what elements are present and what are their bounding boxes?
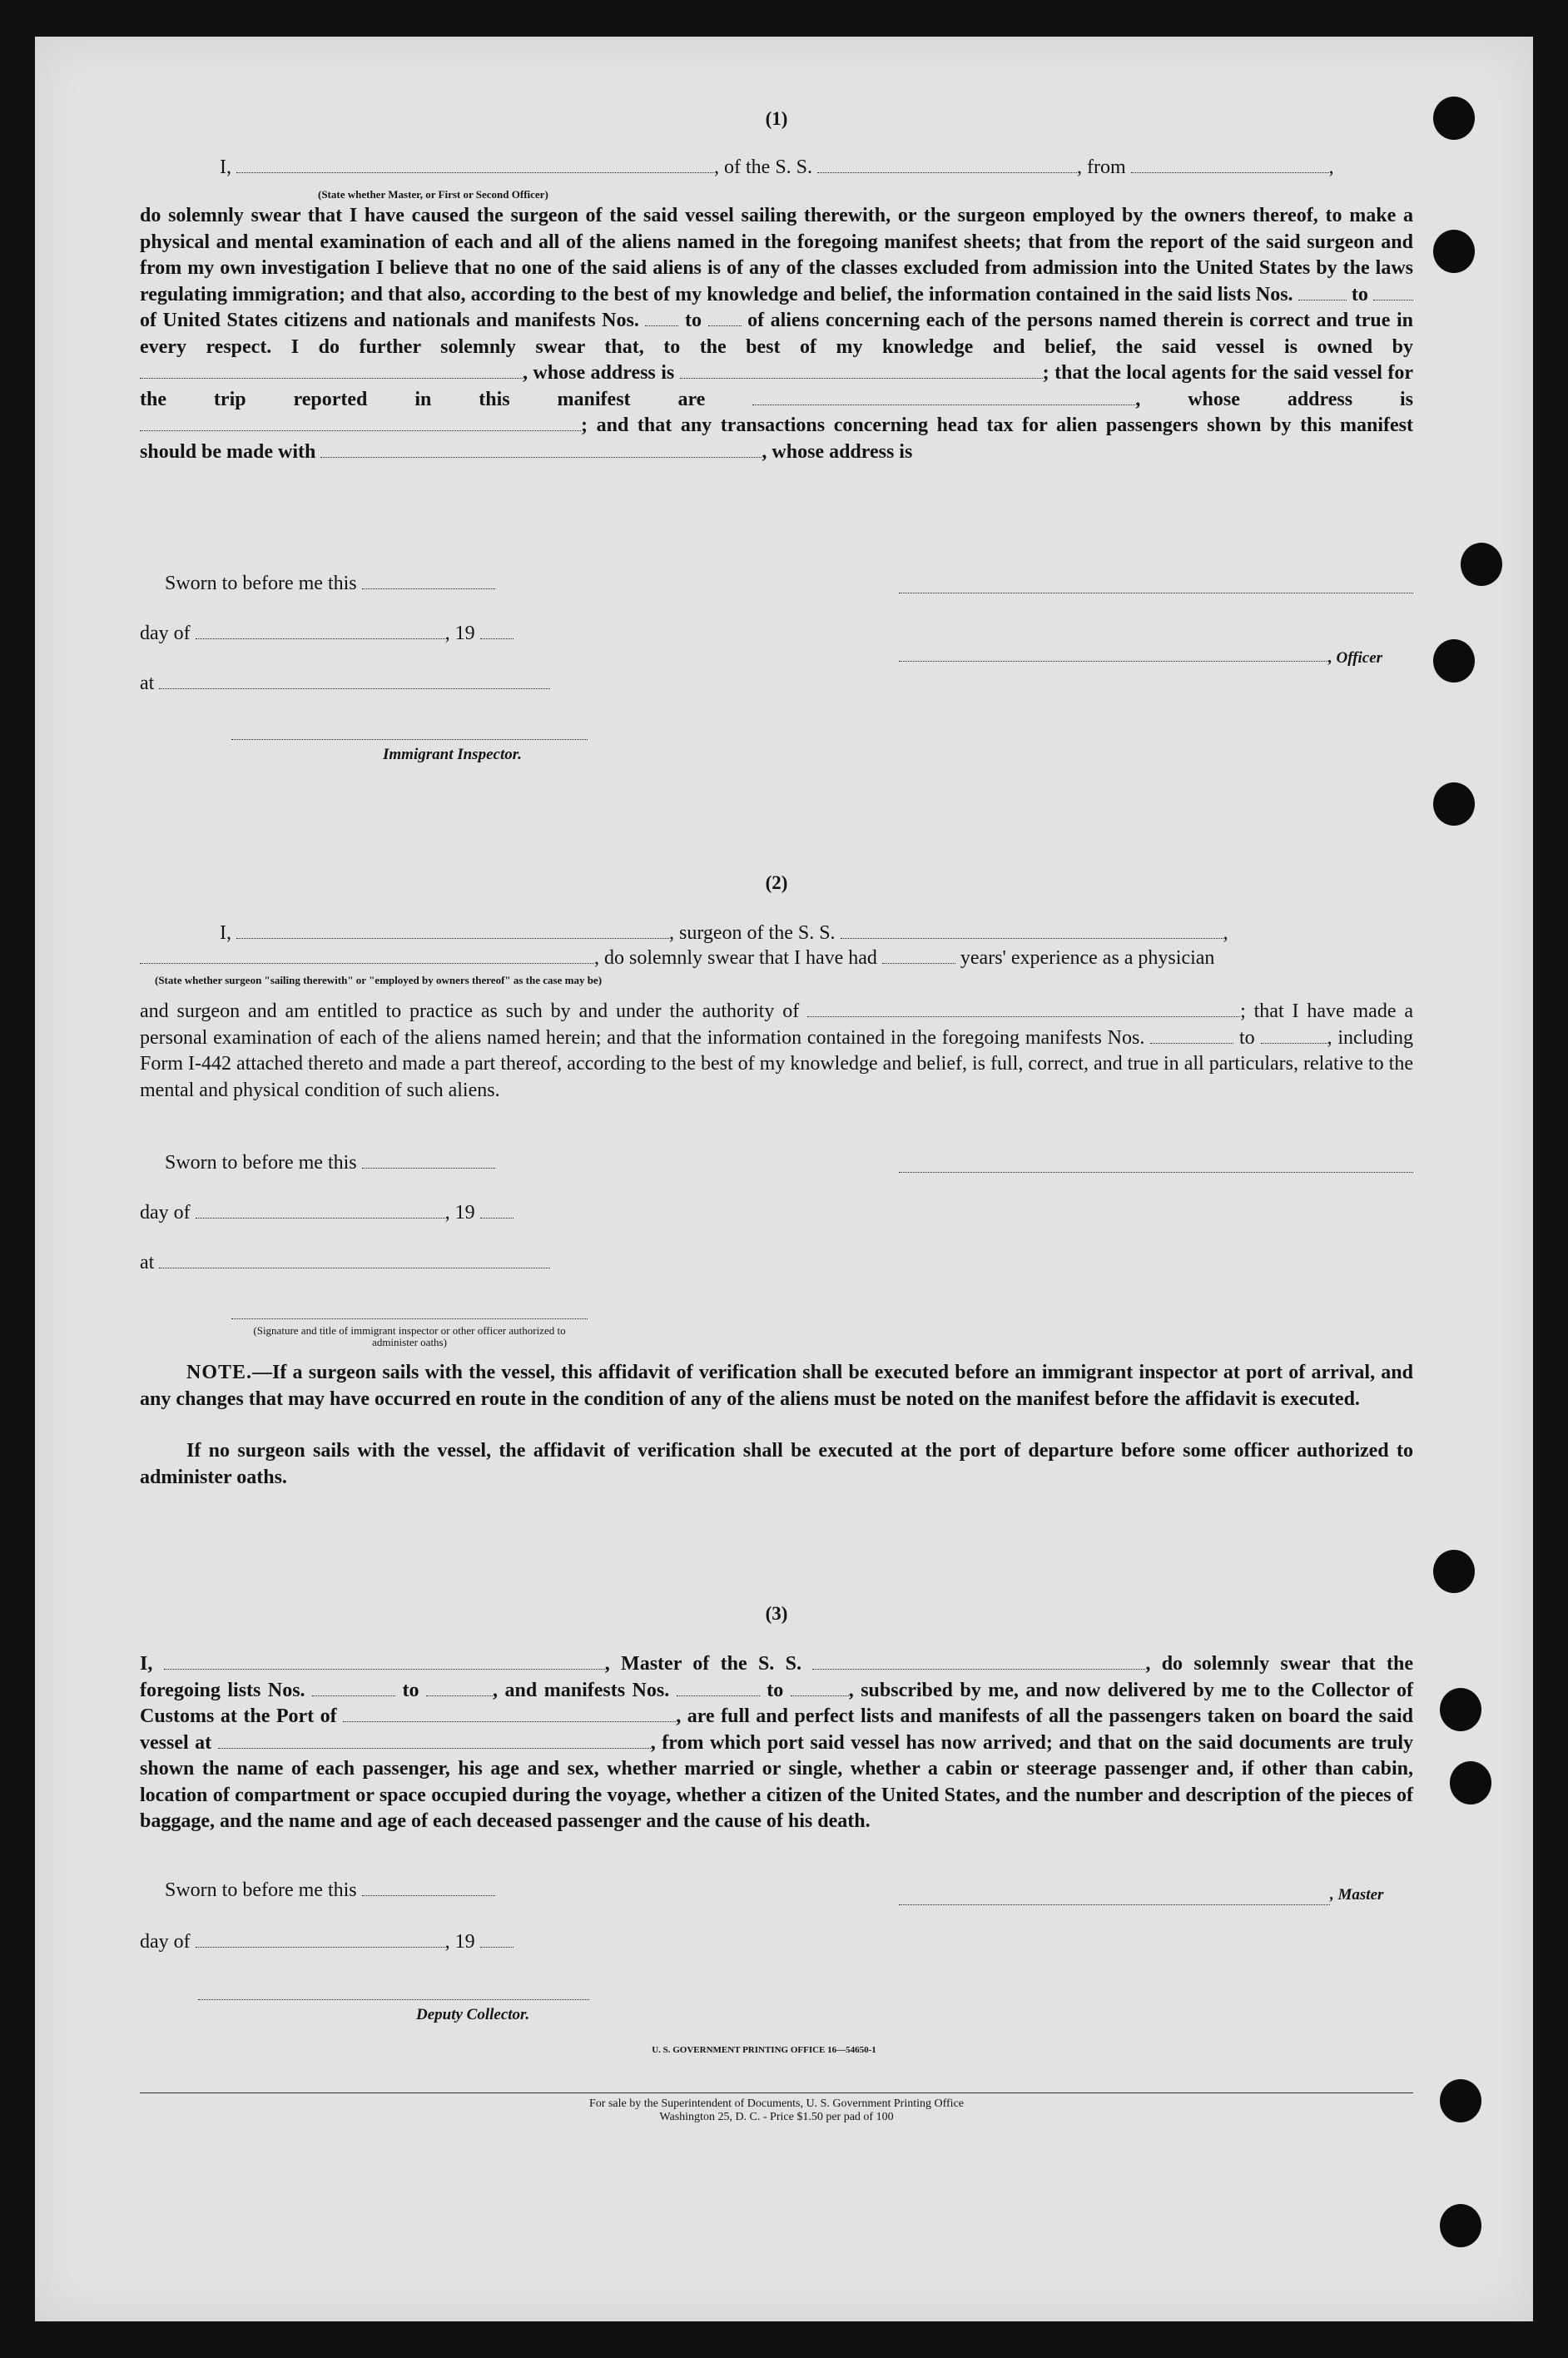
signature-caption: (Signature and title of immigrant inspector or other officer authorized to administer oaths) xyxy=(253,1324,566,1348)
inspector-label: Immigrant Inspector. xyxy=(383,746,522,763)
year-field[interactable] xyxy=(480,1932,514,1948)
year-label: , 19 xyxy=(444,623,475,644)
body-text: to xyxy=(684,310,702,331)
body-text: , and manifests Nos. xyxy=(493,1679,670,1701)
owner-field[interactable] xyxy=(140,363,523,379)
customs-port-field[interactable] xyxy=(343,1706,676,1722)
month-field[interactable] xyxy=(196,623,445,639)
body-text: , whose address is xyxy=(762,440,913,463)
binder-hole xyxy=(1433,639,1475,683)
note-paragraph xyxy=(140,1360,1413,1412)
lists-to-field[interactable] xyxy=(426,1680,493,1696)
departure-port-field[interactable] xyxy=(1131,157,1329,173)
body-text: , whose address is xyxy=(523,362,675,384)
lists-from-field[interactable] xyxy=(312,1680,395,1696)
label-i: I, xyxy=(220,156,231,178)
label-of-ss: , of the S. S. xyxy=(714,156,813,178)
body-text: ; that I have made a personal examination of each of the aliens named herein; and that the information contained in the foregoing manifests Nos. xyxy=(140,1000,1414,1049)
form-sheet xyxy=(35,37,1533,2321)
sworn-label: Sworn to before me this xyxy=(165,1152,357,1174)
binder-hole xyxy=(1440,2204,1481,2247)
day-of-label: day of xyxy=(140,1202,191,1224)
section-1-body xyxy=(140,203,1413,465)
body-text: , from which port said vessel has now arrived; and that on the said documents are truly shown the name of each passenger, his age and sex, whether married or single, whether a cabin or steerage passenger and, if other than cabin, location of compartment or space occupied during the voyage, whether a citizen of the United States, and the number and description of the pieces of baggage, and the name and age of each deceased passenger and the cause of his death. xyxy=(140,1731,1413,1832)
at-line xyxy=(140,673,550,695)
at-label: at xyxy=(140,673,155,694)
day-of-label: day of xyxy=(140,623,191,644)
body-text: and surgeon and am entitled to practice as such by and under the authority of xyxy=(140,1000,800,1022)
year-field[interactable] xyxy=(480,623,514,639)
master-name-field[interactable] xyxy=(164,1654,605,1670)
note-paragraph-2 xyxy=(140,1438,1413,1491)
body-text: , subscribed by me, and now delivered by me to the Collector of Customs at the Port of xyxy=(140,1679,1414,1727)
manifests-to-field[interactable] xyxy=(791,1680,849,1696)
month-field[interactable] xyxy=(196,1932,445,1948)
at-line xyxy=(140,1252,550,1274)
collector-label: Deputy Collector. xyxy=(416,2006,530,2023)
day-of-line xyxy=(140,1931,514,1953)
year-label: , 19 xyxy=(444,1931,475,1953)
master-signature-line[interactable] xyxy=(899,1904,1330,1905)
sworn-day-field[interactable] xyxy=(362,1153,495,1169)
footer-rule xyxy=(140,2092,1413,2093)
printing-office-line: U. S. GOVERNMENT PRINTING OFFICE 16—54650-1 xyxy=(652,2045,876,2055)
master-label: , Master xyxy=(1330,1886,1384,1904)
punct: , xyxy=(1328,156,1334,178)
section-1-line-1 xyxy=(220,156,1334,179)
body-text: ; that the local agents for the said vessel for the trip reported in this manifest are xyxy=(140,362,1413,410)
binder-hole xyxy=(1433,1550,1475,1593)
punct: , xyxy=(1223,922,1228,944)
manifests-to-field[interactable] xyxy=(708,310,742,326)
binder-hole xyxy=(1440,2079,1481,2122)
body-text: to xyxy=(1351,283,1368,305)
officer-signature-line-2[interactable] xyxy=(899,661,1328,662)
manifests-from-field[interactable] xyxy=(645,310,678,326)
head-tax-party-field[interactable] xyxy=(320,442,762,458)
section-2-number: (2) xyxy=(765,872,788,893)
note-lead: NOTE. xyxy=(186,1362,253,1383)
local-agents-field[interactable] xyxy=(752,390,1135,405)
label-from: , from xyxy=(1077,156,1126,178)
body-text: , including Form I-442 attached thereto and made a part thereof, according to the best of my knowledge and belief, is full, correct, and true in all particulars, relative to the mental and physical condition of such aliens. xyxy=(140,1026,1414,1101)
vessel-name-field[interactable] xyxy=(812,1654,1145,1670)
sworn-line xyxy=(165,1152,495,1174)
boarding-port-field[interactable] xyxy=(218,1733,651,1749)
body-text: to xyxy=(767,1679,784,1701)
section-2-body xyxy=(140,999,1413,1104)
vessel-name-field[interactable] xyxy=(817,157,1077,173)
label-i: I, xyxy=(140,1653,153,1675)
section-3-body xyxy=(140,1651,1413,1835)
body-text: , Master of the S. S. xyxy=(604,1653,801,1675)
binder-hole xyxy=(1440,1688,1481,1731)
sworn-day-field[interactable] xyxy=(362,573,495,589)
body-text: to xyxy=(1239,1026,1255,1049)
at-label: at xyxy=(140,1252,155,1273)
officer-caption: (State whether Master, or First or Second Officer) xyxy=(318,188,548,201)
surgeon-status-field[interactable] xyxy=(140,948,594,964)
label-surgeon-of-ss: , surgeon of the S. S. xyxy=(669,922,836,944)
body-text: do solemnly swear that I have caused the surgeon of the said vessel sailing therewith, or the surgeon employed by the owners thereof, to make a physical and mental examination of each and all of the aliens named in the foregoing manifest sheets; that from the report of the said surgeon and from my own investigation I believe that no one of the said aliens is of any of the classes excluded from admission into the United States by the laws regulating immigration; and that also, according to the best of my knowledge and belief, the information contained in the said lists Nos. xyxy=(140,205,1413,305)
section-3-number: (3) xyxy=(765,1603,788,1624)
surgeon-signature-line[interactable] xyxy=(899,1172,1413,1173)
sworn-label: Sworn to before me this xyxy=(165,1879,357,1901)
day-of-line xyxy=(140,1202,514,1224)
sworn-day-field[interactable] xyxy=(362,1880,495,1896)
body-text: , do solemnly swear that the foregoing lists Nos. xyxy=(140,1653,1413,1701)
year-field[interactable] xyxy=(480,1203,514,1219)
surgeon-vessel-field[interactable] xyxy=(841,923,1223,939)
sworn-line xyxy=(165,573,495,595)
place-field[interactable] xyxy=(159,673,550,689)
surgeon-name-field[interactable] xyxy=(236,923,669,939)
body-text: years' experience as a physician xyxy=(960,947,1215,969)
collector-signature-line[interactable] xyxy=(198,1999,589,2000)
note-text: —If a surgeon sails with the vessel, this affidavit of verification shall be executed before an immigrant inspector at port of arrival, and any changes that may have occurred en route in the condition of any of the aliens must be noted on the manifest before the affidavit is executed. xyxy=(140,1362,1413,1410)
binder-hole xyxy=(1433,782,1475,826)
inspector-signature-line[interactable] xyxy=(231,1318,588,1319)
body-text: , are full and perfect lists and manifests of all the passengers taken on board the said vessel at xyxy=(140,1705,1414,1754)
years-experience-field[interactable] xyxy=(882,948,955,964)
note-text: If no surgeon sails with the vessel, the affidavit of verification shall be executed at the port of departure before some officer authorized to administer oaths. xyxy=(140,1440,1413,1488)
day-of-label: day of xyxy=(140,1931,191,1953)
binder-hole xyxy=(1450,1761,1491,1804)
footer-line-2: Washington 25, D. C. - Price $1.50 per pad of 100 xyxy=(659,2111,894,2123)
month-field[interactable] xyxy=(196,1203,445,1219)
binder-hole xyxy=(1433,97,1475,140)
owner-address-field[interactable] xyxy=(680,363,1043,379)
officer-name-field[interactable] xyxy=(236,157,714,173)
label-i: I, xyxy=(220,922,231,944)
sworn-line xyxy=(165,1879,495,1902)
sworn-label: Sworn to before me this xyxy=(165,573,357,594)
surgeon-caption: (State whether surgeon "sailing therewith" or "employed by owners thereof" as the case may be) xyxy=(155,974,603,986)
section-2-line-1 xyxy=(220,922,1228,945)
binder-hole xyxy=(1461,543,1502,586)
place-field[interactable] xyxy=(159,1253,550,1268)
section-2-line-2 xyxy=(140,947,1214,970)
manifests-from-field[interactable] xyxy=(677,1680,760,1696)
day-of-line xyxy=(140,623,514,645)
authority-field[interactable] xyxy=(807,1001,1240,1017)
year-label: , 19 xyxy=(444,1202,475,1224)
agents-address-field[interactable] xyxy=(140,415,581,431)
manifests-from-field[interactable] xyxy=(1150,1028,1233,1044)
footer-line-1: For sale by the Superintendent of Documents, U. S. Government Printing Office xyxy=(589,2097,964,2110)
officer-label: , Officer xyxy=(1328,649,1383,667)
body-text: of aliens concerning each of the persons named therein is correct and true in every respect. I do further solemnly swear that, to the best of my knowledge and belief, the said vessel is owned by xyxy=(140,310,1414,358)
body-text: to xyxy=(402,1679,419,1701)
inspector-signature-line[interactable] xyxy=(231,739,588,740)
section-1-number: (1) xyxy=(765,108,788,129)
manifests-to-field[interactable] xyxy=(1261,1028,1327,1044)
footer xyxy=(140,2097,1413,2124)
lists-from-field[interactable] xyxy=(1298,285,1347,300)
body-text: ; and that any transactions concerning head tax for alien passengers shown by this manifest should be made with xyxy=(140,415,1413,463)
body-text: , whose address is xyxy=(1135,388,1414,410)
binder-hole xyxy=(1433,230,1475,273)
body-text: of United States citizens and nationals and manifests Nos. xyxy=(140,310,639,331)
lists-to-field[interactable] xyxy=(1373,285,1413,300)
body-text: , do solemnly swear that I have had xyxy=(594,947,877,969)
